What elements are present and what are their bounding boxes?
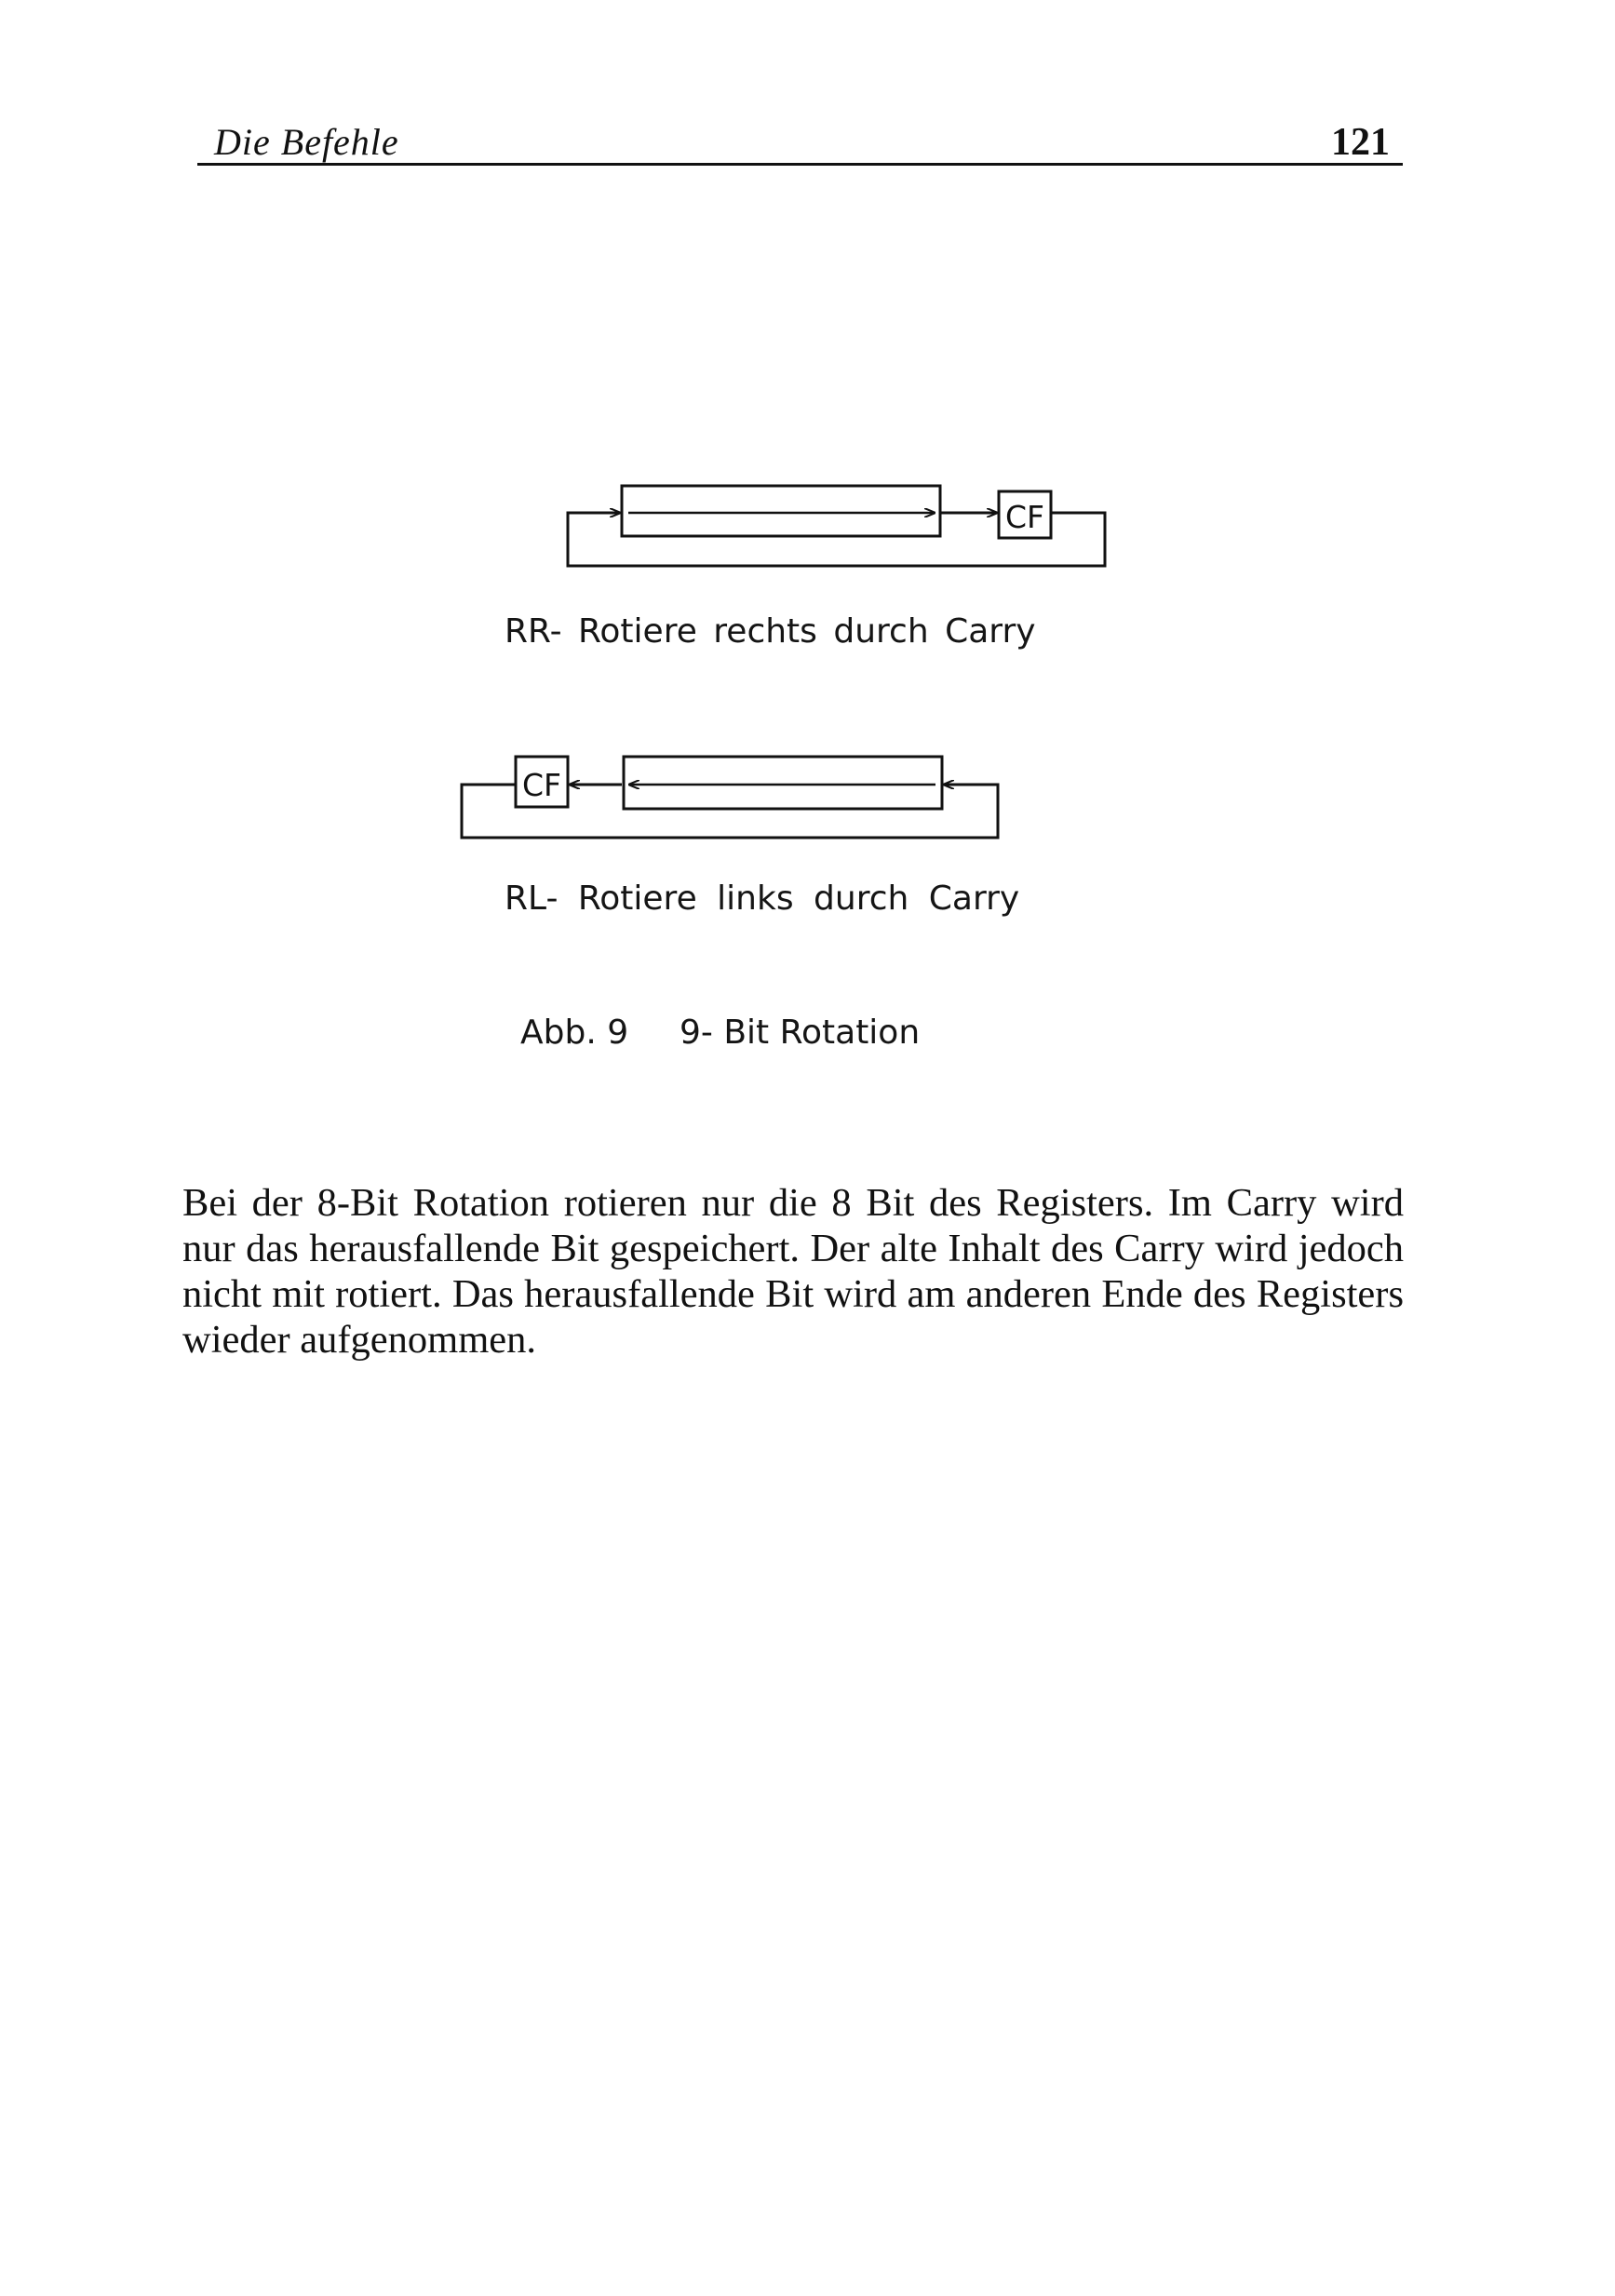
rl-register-box — [624, 757, 942, 809]
rotation-figure — [0, 0, 1615, 1117]
figure-title: 9- Bit Rotation — [680, 1014, 921, 1052]
figure-label: Abb. 9 — [520, 1014, 629, 1052]
page-number: 121 — [1331, 121, 1390, 164]
rr-carry-flag-label: CF — [1004, 499, 1045, 535]
rr-register-box — [622, 486, 940, 536]
rl-carry-flag-label: CF — [521, 767, 562, 803]
body-paragraph: Bei der 8-Bit Rotation rotieren nur die 8 Bit des Registers. Im Carry wird nur das herausfallende Bit gespeichert. Der alte Inhalt des Carry wird jedoch nicht mit rotiert. Das herausfallende Bit wird am anderen Ende des Registers wieder aufgenommen. — [182, 1181, 1404, 1362]
chapter-title: Die Befehle — [214, 121, 399, 163]
rl-caption: RL- Rotiere links durch Carry — [505, 879, 1020, 918]
rotation-diagram — [0, 0, 1615, 1117]
rr-caption: RR- Rotiere rechts durch Carry — [505, 612, 1036, 651]
